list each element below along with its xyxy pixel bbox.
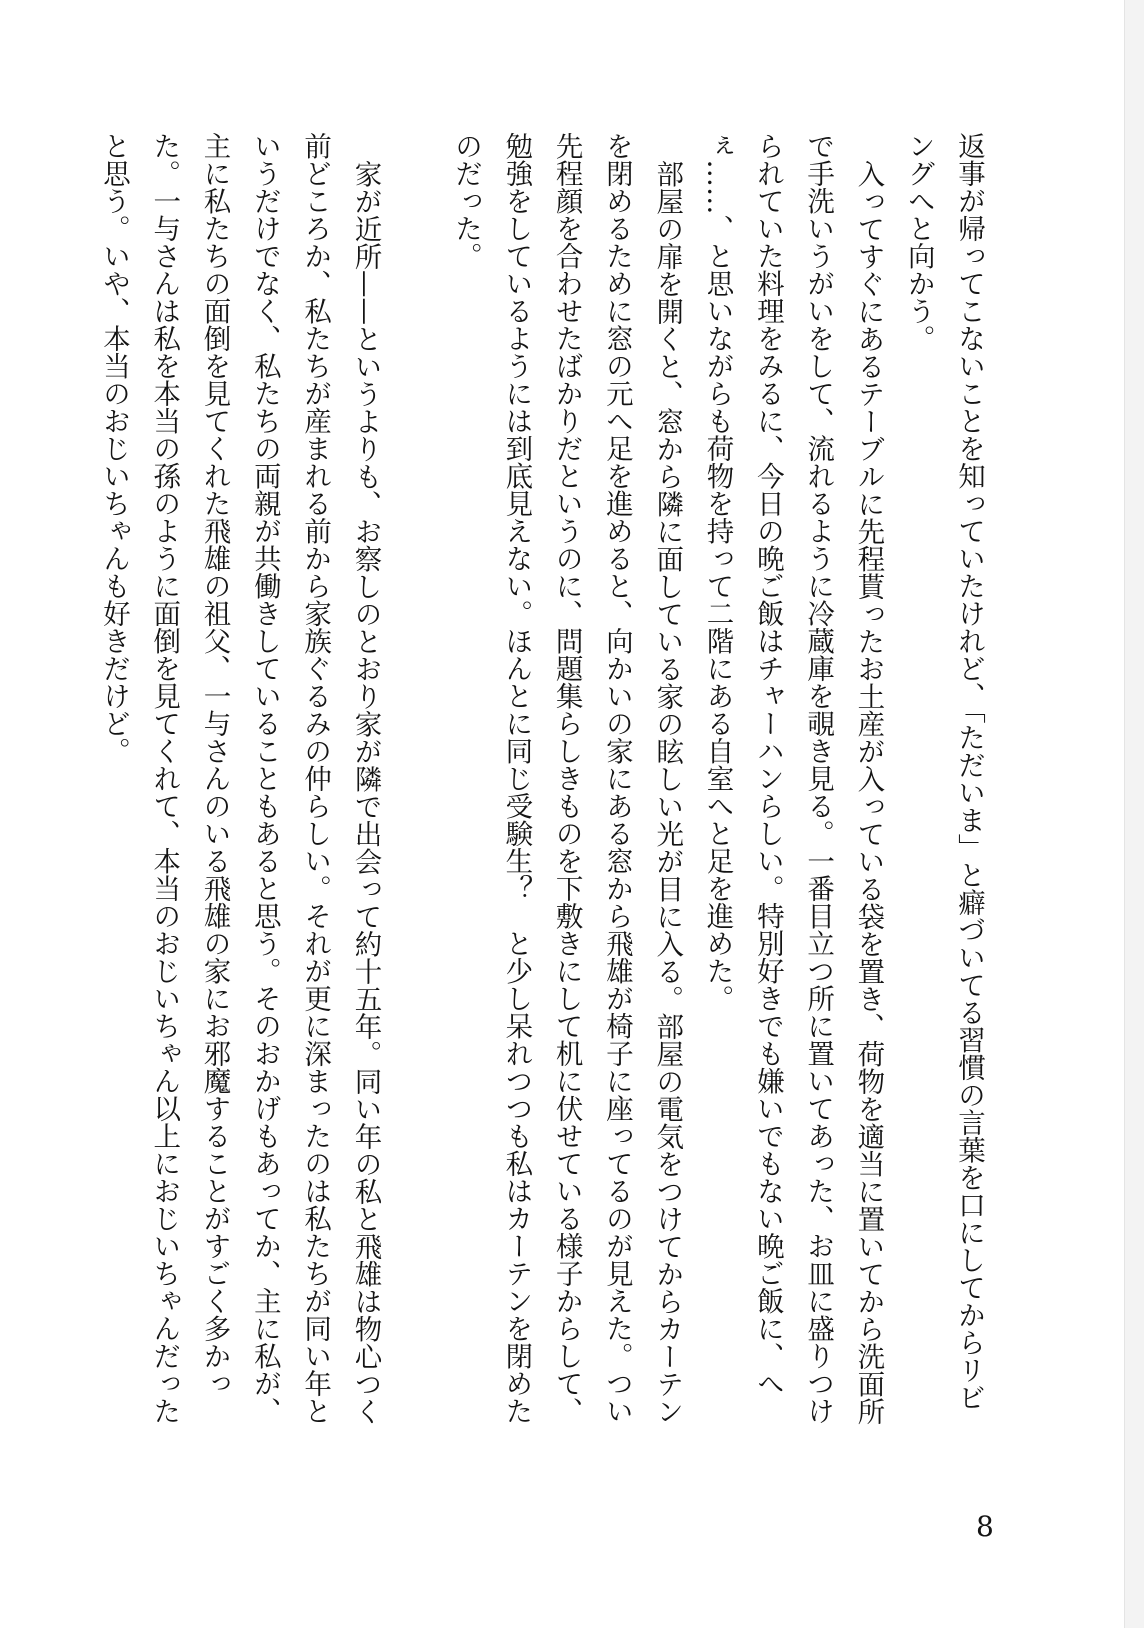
page-edge bbox=[1124, 0, 1144, 1628]
paragraph-gap bbox=[390, 132, 440, 1432]
paragraph-4: 家が近所——というよりも、お察しのとおり家が隣で出会って約十五年。同い年の私と飛雄は物心つく前どころか、私たちが産まれる前から家族ぐるみの仲らしい。それが更に深まったのは私たちが同い年というだけでなく、私たちの両親が共働きしていることもあると思う。そのおかげもあってか、主に私が、主に私たちの面倒を見てくれた飛雄の祖父、一与さんのいる飛雄の家にお邪魔することがすごく多かった。一与さんは私を本当の孫のように面倒を見てくれて、本当のおじいちゃん以上におじいちゃんだったと思う。いや、本当のおじいちゃんも好きだけど。 bbox=[97, 132, 382, 1425]
vertical-text-body bbox=[89, 132, 994, 1432]
paragraph-3: 部屋の扉を開くと、窓から隣に面している家の眩しい光が目に入る。部屋の電気をつけてからカーテンを閉めるために窓の元へ足を進めると、向かいの家にある窓から飛雄が椅子に座ってるのが見えた。つい先程顔を合わせたばかりだというのに、問題集らしきものを下敷きにして机に伏せている様子からして、勉強をしているようには到底見えない。ほんとに同じ受験生？ と少し呆れつつも私はカーテンを閉めたのだった。 bbox=[450, 132, 684, 1425]
page-number: 8 bbox=[976, 1510, 994, 1543]
paragraph-2: 入ってすぐにあるテーブルに先程貰ったお土産が入っている袋を置き、荷物を適当に置いてから洗面所で手洗いうがいをして、流れるように冷蔵庫を覗き見る。一番目立つ所に置いてあった、お皿に盛りつけられていた料理をみるに、今日の晩ご飯はチャーハンらしい。特別好きでも嫌いでもない晩ご飯に、へぇ……、と思いながらも荷物を持って二階にある自室へと足を進めた。 bbox=[701, 132, 885, 1425]
paragraph-1: 返事が帰ってこないことを知っていたけれど、「ただいま」と癖づいてる習慣の言葉を口にしてからリビングへと向かう。 bbox=[902, 132, 985, 1411]
